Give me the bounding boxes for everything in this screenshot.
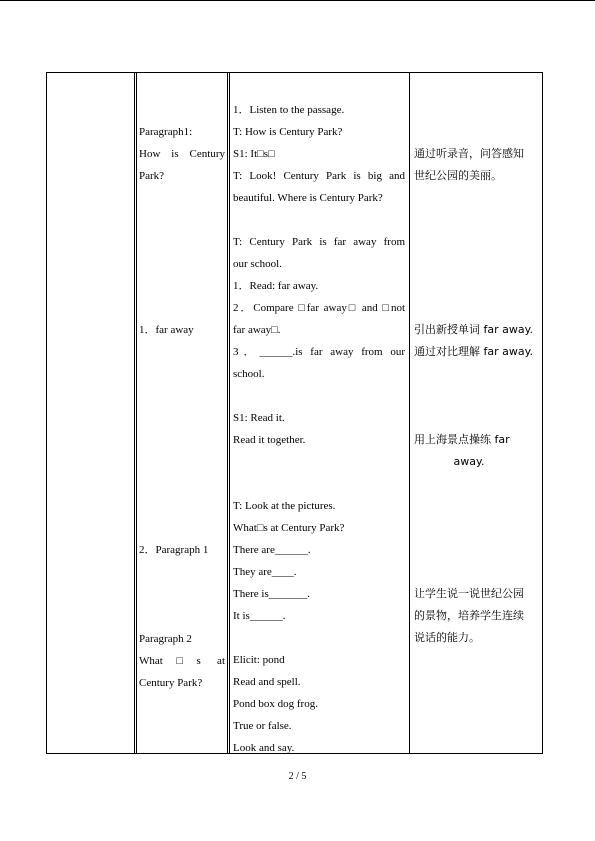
step-line: There is_______. (233, 588, 310, 600)
topic-paragraph-1: 2．Paragraph 1 (139, 544, 209, 556)
top-rule (0, 0, 595, 1)
topic-paragraph1-question-end: Park? (139, 170, 165, 182)
step-line: S1: It□s□ (233, 148, 275, 160)
step-line: T: Century Park is far away from (233, 236, 405, 248)
step-line: far away□. (233, 324, 281, 336)
topic-paragraph2-question: What□s at (139, 655, 225, 667)
step-line: Pond box dog frog. (233, 698, 318, 710)
purpose-line: 的景物，培养学生连续 (414, 609, 524, 622)
step-line: 2．Compare □far away□ and □not (233, 302, 405, 314)
topic-column (139, 73, 225, 753)
step-line: S1: Read it. (233, 412, 285, 424)
purpose-line: 让学生说一说世纪公园 (414, 587, 524, 600)
step-line: T: Look! Century Park is big and (233, 170, 405, 182)
topic-paragraph1-label: Paragraph1: (139, 126, 193, 138)
lesson-table (46, 72, 543, 754)
step-line: What□s at Century Park? (233, 522, 345, 534)
purpose-line: 通过对比理解 far away. (414, 345, 534, 358)
step-line: 1．Listen to the passage. (233, 104, 345, 116)
purpose-line: 通过听录音，问答感知 (414, 147, 524, 160)
purpose-line: away. (453, 455, 485, 468)
step-line: It is______. (233, 610, 286, 622)
column-divider (136, 73, 137, 753)
column-divider (229, 73, 230, 753)
step-line: They are____. (233, 566, 297, 578)
purpose-line: 说话的能力。 (414, 631, 480, 644)
column-divider (134, 73, 135, 753)
topic-far-away: 1．far away (139, 324, 194, 336)
column-divider (227, 73, 228, 753)
step-line: Read and spell. (233, 676, 301, 688)
purpose-line: 世纪公园的美丽。 (414, 169, 502, 182)
step-line: school. (233, 368, 265, 380)
topic-paragraph2-label: Paragraph 2 (139, 633, 192, 645)
page-number: 2 / 5 (288, 771, 307, 782)
topic-paragraph2-question-end: Century Park? (139, 677, 203, 689)
steps-column (233, 73, 405, 753)
topic-paragraph1-question: How is Century (139, 148, 225, 160)
step-line: beautiful. Where is Century Park? (233, 192, 383, 204)
column-divider (409, 73, 410, 753)
step-line: T: How is Century Park? (233, 126, 343, 138)
step-line: Elicit: pond (233, 654, 285, 666)
step-line: There are______. (233, 544, 311, 556)
step-line: True or false. (233, 720, 292, 732)
step-line: 3．______.is far away from our (233, 346, 405, 358)
step-line: our school. (233, 258, 282, 270)
step-line: 1．Read: far away. (233, 280, 319, 292)
purpose-line: 引出新授单词 far away. (414, 323, 534, 336)
purpose-column (414, 73, 540, 753)
step-line: T: Look at the pictures. (233, 500, 336, 512)
purpose-line: 用上海景点操练 far (414, 433, 510, 446)
step-line: Read it together. (233, 434, 306, 446)
step-line: Look and say. (233, 742, 295, 754)
